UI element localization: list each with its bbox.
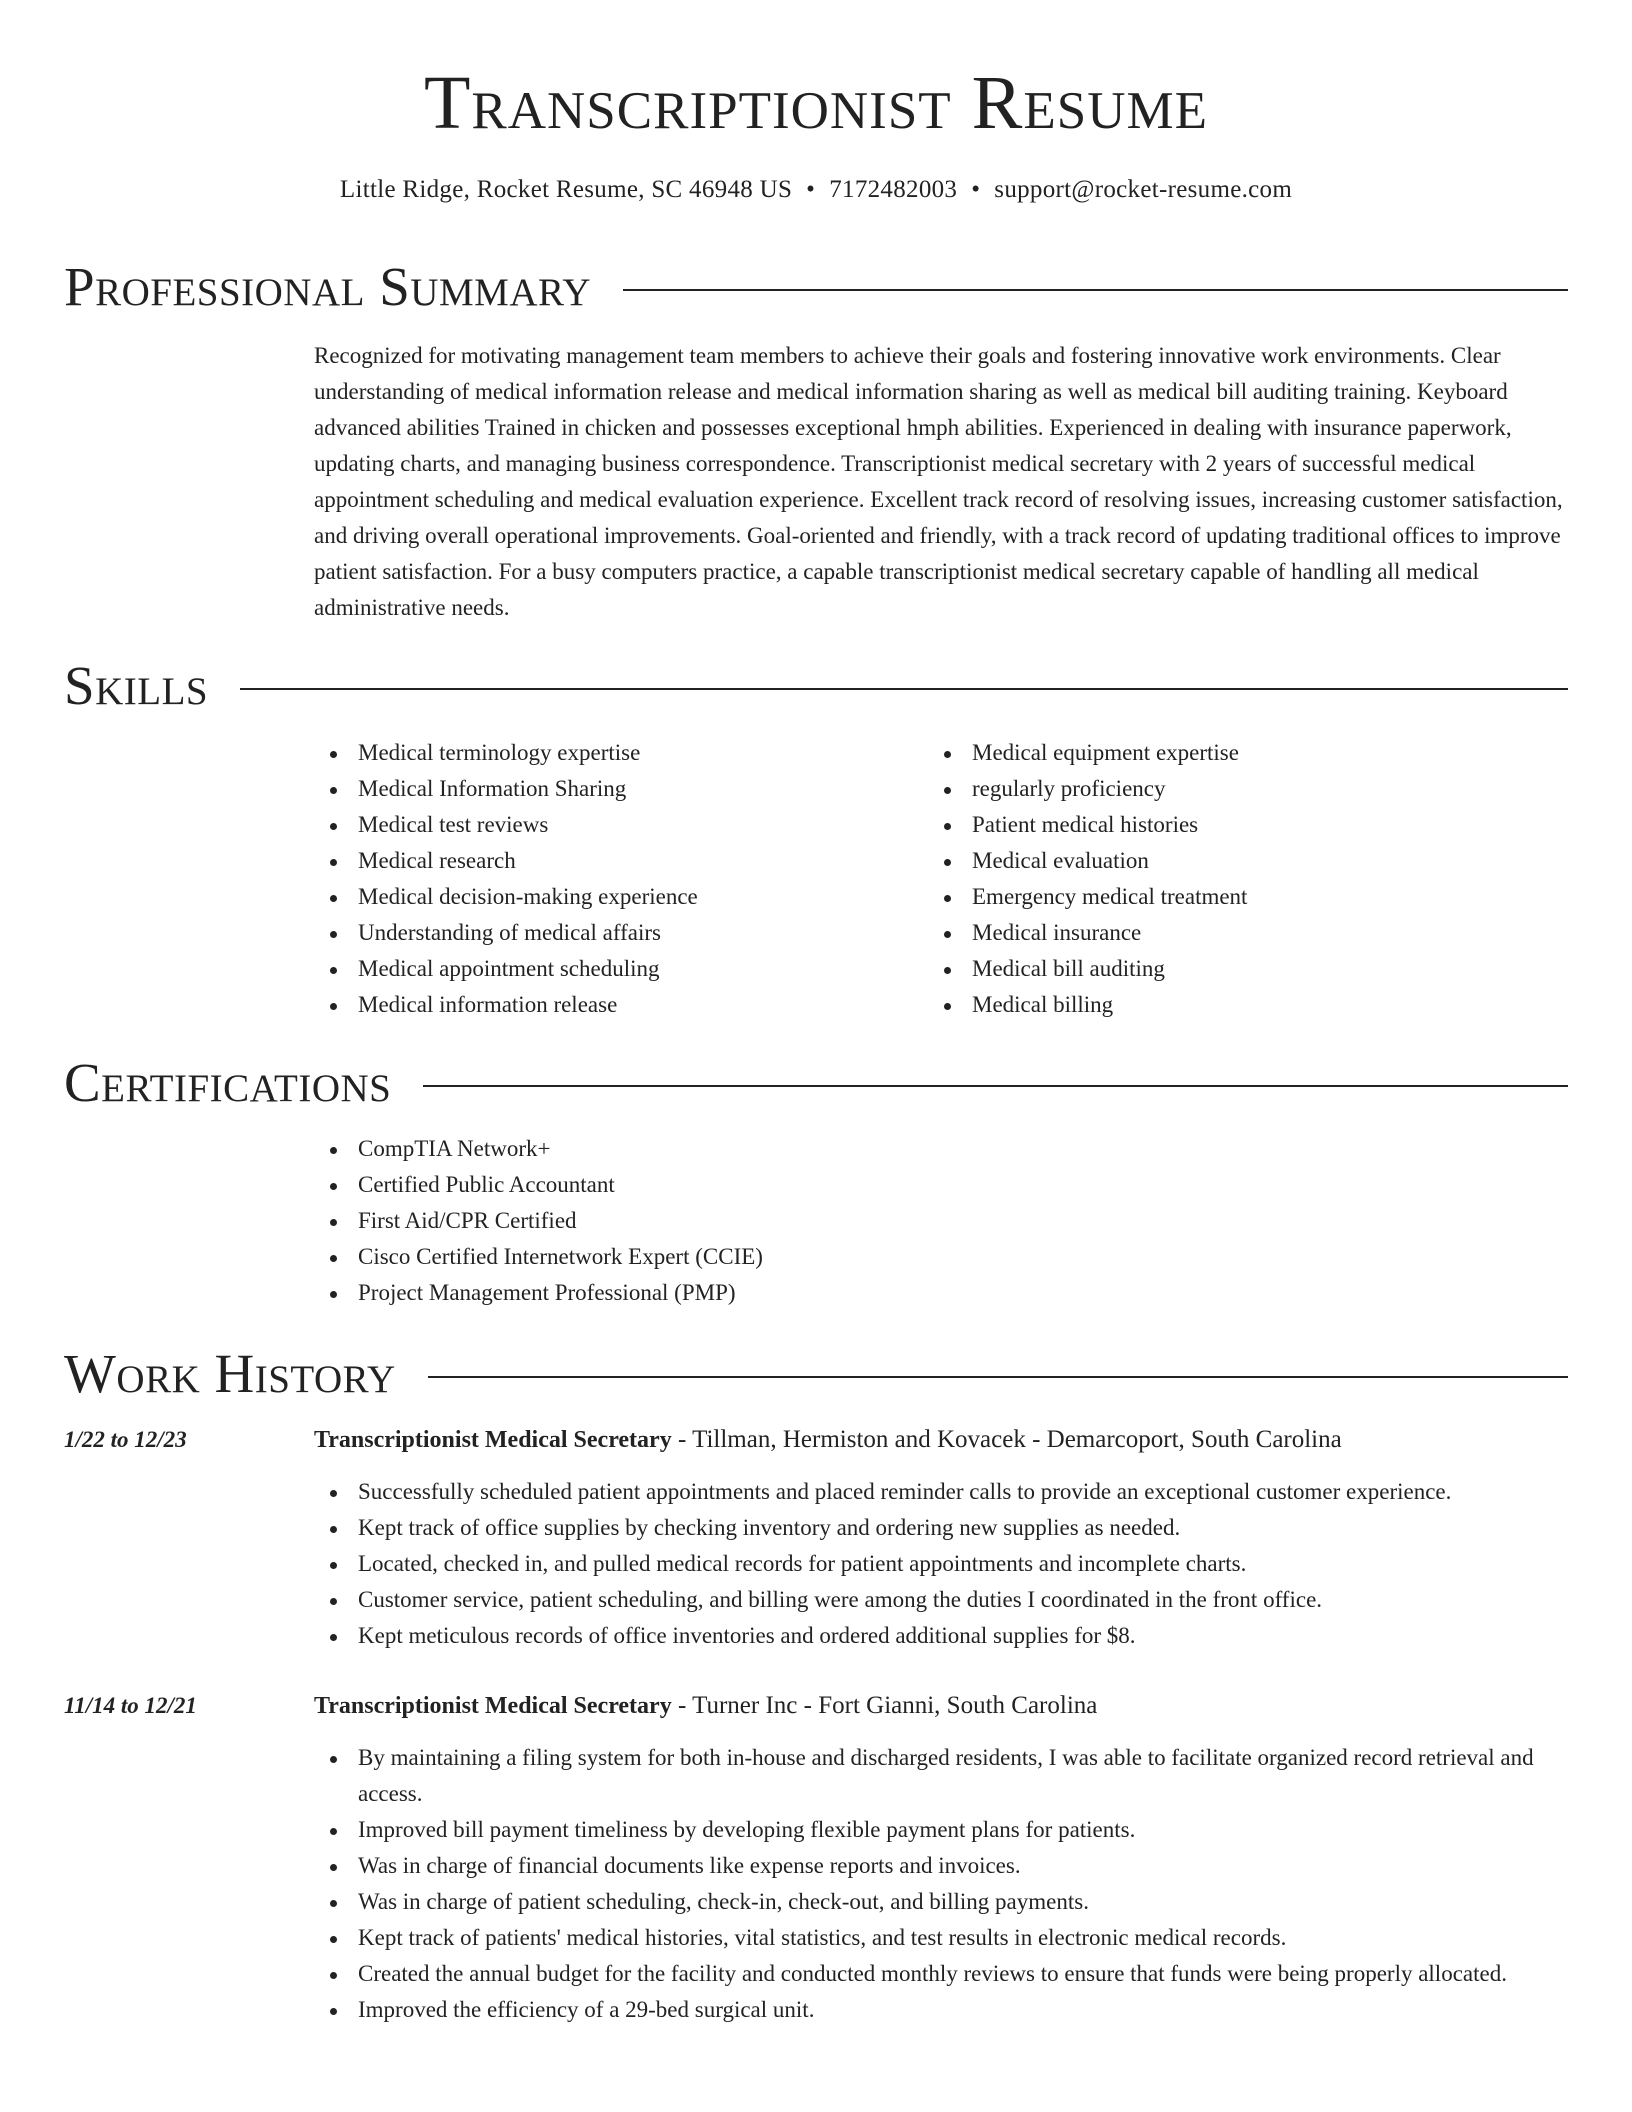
job-employer: - Turner Inc - Fort Gianni, South Carolina [671,1692,1098,1719]
skill-item: Medical evaluation [928,843,1542,879]
skill-item: Medical billing [928,987,1542,1023]
skill-item: Medical insurance [928,915,1542,951]
job-heading [314,1688,1568,1724]
skill-item: Medical decision-making experience [314,879,928,915]
duty-item: Located, checked in, and pulled medical records for patient appointments and incomplete charts. [314,1546,1568,1582]
contact-separator: • [971,176,981,203]
contact-address: Little Ridge, Rocket Resume, SC 46948 US [339,176,793,203]
job-dates: 1/22 to 12/23 [64,1427,187,1452]
duty-item: Was in charge of patient scheduling, check-in, check-out, and billing payments. [314,1884,1568,1920]
resume-title: Transcriptionist Resume [423,61,1209,145]
skill-item: Medical equipment expertise [928,735,1542,771]
section-divider [623,289,1568,291]
job-dates: 11/14 to 12/21 [64,1693,197,1718]
skill-item: Medical terminology expertise [314,735,928,771]
skill-item: Medical test reviews [314,807,928,843]
certification-item: First Aid/CPR Certified [314,1203,1568,1239]
summary-block [314,338,1568,626]
duty-item: Improved the efficiency of a 29-bed surgical unit. [314,1992,1568,2028]
summary-text: Recognized for motivating management team members to achieve their goals and fostering innovative work environments. Clear understanding of medical information release and medical information sharing as well as medical bill auditing training. Keyboard advanced abilities Trained in chicken and possesses exceptional hmph abilities. Experienced in dealing with insurance paperwork, updating charts, and managing business correspondence. Transcriptionist medical secretary with 2 years of successful medical appointment scheduling and medical evaluation experience. Excellent track record of resolving issues, increasing customer satisfaction, and driving overall operational improvements. Goal-oriented and friendly, with a track record of updating traditional offices to improve patient satisfaction. For a busy computers practice, a capable transcriptionist medical secretary capable of handling all medical administrative needs. [314,343,1563,620]
section-divider [428,1376,1568,1378]
certification-item: Certified Public Accountant [314,1167,1568,1203]
work-history-heading: Work History [64,1343,396,1404]
skill-item: Medical information release [314,987,928,1023]
contact-email: support@rocket-resume.com [994,176,1293,203]
certification-item: Project Management Professional (PMP) [314,1275,1568,1311]
summary-section-header [64,257,1568,317]
certification-item: Cisco Certified Internetwork Expert (CCIE) [314,1239,1568,1275]
skills-section-header [64,656,1568,716]
skills-list-right [928,735,1542,1023]
skill-item: Medical Information Sharing [314,771,928,807]
job-role: Transcriptionist Medical Secretary [314,1693,672,1719]
duty-item: Kept track of office supplies by checking inventory and ordering new supplies as needed. [314,1510,1568,1546]
skills-block [314,735,1568,1023]
summary-heading: Professional Summary [64,256,592,317]
skill-item: Medical bill auditing [928,951,1542,987]
contact-separator: • [806,176,816,203]
skill-item: Emergency medical treatment [928,879,1542,915]
certifications-section-header [64,1053,1568,1113]
skill-item: Medical research [314,843,928,879]
job-duties [314,1740,1568,2028]
duty-item: Kept meticulous records of office inventories and ordered additional supplies for $8. [314,1618,1568,1654]
job-heading [314,1422,1568,1458]
certifications-list [314,1131,1568,1311]
job-employer: - Tillman, Hermiston and Kovacek - Demarcoport, South Carolina [671,1426,1342,1453]
skill-item: Medical appointment scheduling [314,951,928,987]
certification-item: CompTIA Network+ [314,1131,1568,1167]
duty-item: Kept track of patients' medical histories, vital statistics, and test results in electronic medical records. [314,1920,1568,1956]
work-history-section-header [64,1344,1568,1404]
contact-phone: 7172482003 [829,176,958,203]
job-duties [314,1474,1568,1654]
certifications-heading: Certifications [64,1052,392,1113]
skill-item: Patient medical histories [928,807,1542,843]
skill-item: Understanding of medical affairs [314,915,928,951]
duty-item: Customer service, patient scheduling, and billing were among the duties I coordinated in the front office. [314,1582,1568,1618]
certifications-block [314,1131,1568,1311]
contact-line [64,174,1568,206]
duty-item: Created the annual budget for the facility and conducted monthly reviews to ensure that funds were being properly allocated. [314,1956,1568,1992]
duty-item: Improved bill payment timeliness by developing flexible payment plans for patients. [314,1812,1568,1848]
section-divider [423,1085,1568,1087]
duty-item: Successfully scheduled patient appointments and placed reminder calls to provide an exceptional customer experience. [314,1474,1568,1510]
job-role: Transcriptionist Medical Secretary [314,1427,672,1453]
skills-list-left [314,735,928,1023]
skill-item: regularly proficiency [928,771,1542,807]
duty-item: By maintaining a filing system for both in-house and discharged residents, I was able to facilitate organized record retrieval and access. [314,1740,1568,1812]
duty-item: Was in charge of financial documents like expense reports and invoices. [314,1848,1568,1884]
section-divider [240,688,1568,690]
skills-heading: Skills [64,655,209,716]
